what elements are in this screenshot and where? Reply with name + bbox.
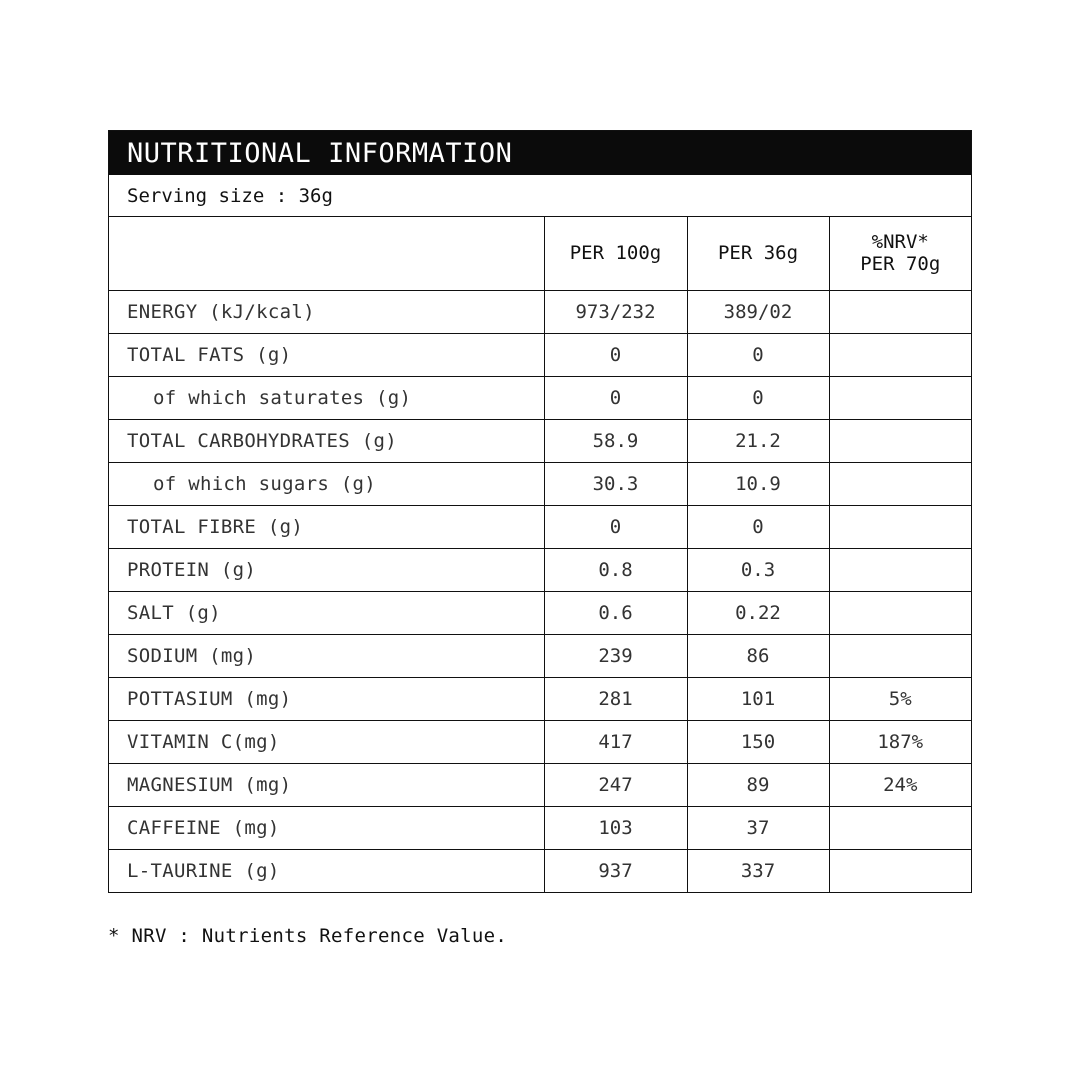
serving-size: Serving size : 36g <box>109 175 971 217</box>
value-per-36g: 337 <box>687 849 829 892</box>
table-row <box>109 720 971 763</box>
value-per-100g: 58.9 <box>544 419 687 462</box>
value-per-100g: 0 <box>544 333 687 376</box>
nutrient-name: SODIUM (mg) <box>109 634 544 677</box>
value-nrv <box>829 376 971 419</box>
table-row <box>109 505 971 548</box>
value-per-100g: 281 <box>544 677 687 720</box>
value-per-36g: 150 <box>687 720 829 763</box>
value-nrv <box>829 591 971 634</box>
table-row <box>109 462 971 505</box>
value-per-36g: 86 <box>687 634 829 677</box>
header-per-36g: PER 36g <box>687 217 829 290</box>
table-row <box>109 548 971 591</box>
header-nrv-label: %NRV* <box>871 231 929 254</box>
nutrient-name: of which sugars (g) <box>109 462 544 505</box>
value-per-100g: 247 <box>544 763 687 806</box>
value-per-100g: 0 <box>544 376 687 419</box>
nutrient-name: ENERGY (kJ/kcal) <box>109 290 544 333</box>
value-nrv <box>829 505 971 548</box>
value-nrv <box>829 462 971 505</box>
header-per-100g: PER 100g <box>544 217 687 290</box>
nutrient-name: TOTAL FIBRE (g) <box>109 505 544 548</box>
value-per-100g: 0.6 <box>544 591 687 634</box>
table-row <box>109 591 971 634</box>
header-nrv <box>829 217 971 290</box>
nutrition-table <box>109 217 971 892</box>
value-per-36g: 0 <box>687 333 829 376</box>
value-per-100g: 239 <box>544 634 687 677</box>
table-row <box>109 677 971 720</box>
value-nrv <box>829 290 971 333</box>
panel-title: NUTRITIONAL INFORMATION <box>109 131 971 175</box>
nutrient-name: MAGNESIUM (mg) <box>109 763 544 806</box>
nutrient-name: TOTAL FATS (g) <box>109 333 544 376</box>
nutrient-name: of which saturates (g) <box>109 376 544 419</box>
value-nrv <box>829 806 971 849</box>
value-per-100g: 417 <box>544 720 687 763</box>
header-nutrient <box>109 217 544 290</box>
table-row <box>109 376 971 419</box>
nutrient-name: TOTAL CARBOHYDRATES (g) <box>109 419 544 462</box>
value-per-36g: 0 <box>687 376 829 419</box>
value-nrv: 5% <box>829 677 971 720</box>
value-per-100g: 937 <box>544 849 687 892</box>
table-row <box>109 806 971 849</box>
value-per-36g: 0 <box>687 505 829 548</box>
table-row <box>109 634 971 677</box>
nutrient-name: PROTEIN (g) <box>109 548 544 591</box>
nutrient-name: SALT (g) <box>109 591 544 634</box>
value-per-100g: 0.8 <box>544 548 687 591</box>
value-nrv <box>829 419 971 462</box>
nutrition-panel <box>108 130 972 893</box>
value-per-36g: 10.9 <box>687 462 829 505</box>
value-per-100g: 973/232 <box>544 290 687 333</box>
value-nrv: 187% <box>829 720 971 763</box>
value-per-36g: 0.22 <box>687 591 829 634</box>
nutrient-name: CAFFEINE (mg) <box>109 806 544 849</box>
value-per-36g: 37 <box>687 806 829 849</box>
value-nrv: 24% <box>829 763 971 806</box>
value-nrv <box>829 333 971 376</box>
table-row <box>109 763 971 806</box>
value-nrv <box>829 548 971 591</box>
value-per-100g: 30.3 <box>544 462 687 505</box>
nutrient-name: POTTASIUM (mg) <box>109 677 544 720</box>
value-per-36g: 89 <box>687 763 829 806</box>
value-per-36g: 0.3 <box>687 548 829 591</box>
nutrient-name: L-TAURINE (g) <box>109 849 544 892</box>
value-per-36g: 101 <box>687 677 829 720</box>
value-nrv <box>829 849 971 892</box>
table-row <box>109 290 971 333</box>
nutrient-name: VITAMIN C(mg) <box>109 720 544 763</box>
table-row <box>109 419 971 462</box>
footnote: * NRV : Nutrients Reference Value. <box>108 925 508 947</box>
value-per-100g: 0 <box>544 505 687 548</box>
table-row <box>109 849 971 892</box>
header-nrv-basis: PER 70g <box>860 253 941 276</box>
table-row <box>109 333 971 376</box>
header-row <box>109 217 971 290</box>
value-per-36g: 389/02 <box>687 290 829 333</box>
value-per-36g: 21.2 <box>687 419 829 462</box>
value-per-100g: 103 <box>544 806 687 849</box>
value-nrv <box>829 634 971 677</box>
